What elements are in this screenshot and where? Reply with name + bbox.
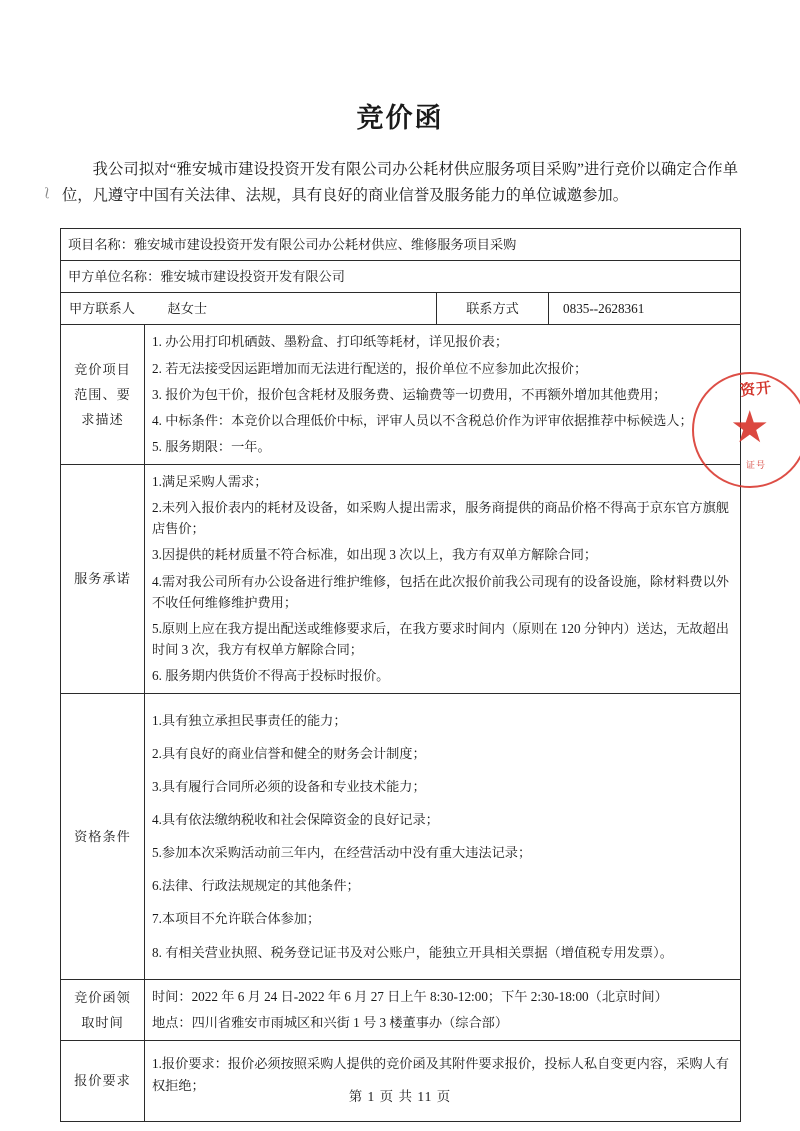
contact-person-label: 甲方联系人 xyxy=(69,300,135,316)
project-name-value: 雅安城市建设投资开发有限公司办公耗材供应、维修服务项目采购 xyxy=(133,236,517,252)
contact-way-value: 0835--2628361 xyxy=(549,292,741,324)
margin-pen-mark: ʅ xyxy=(42,185,53,203)
qualification-item: 8. 有相关营业执照、税务登记证书及对公账户，能独立开具相关票据（增值税专用发票）。 xyxy=(152,944,673,960)
scope-label-text: 竞价项目范围、要求描述 xyxy=(74,361,131,427)
contact-person-value: 赵女士 xyxy=(167,300,208,316)
receive-place-row xyxy=(152,1010,733,1036)
qualification-item: 7.本项目不允许联合体参加； xyxy=(152,911,321,927)
promise-item: 5.原则上应在我方提出配送或维修要求后，在我方要求时间内（原则在 120 分钟内）送达，无故超出时间 3 次，我方有权单方解除合同； xyxy=(152,620,729,657)
table-row-promise xyxy=(61,464,741,693)
promise-item: 4.需对我公司所有办公设备进行维护维修，包括在此次报价前我公司现有的设备设施，除材料费以外不收任何维修维护费用； xyxy=(152,573,729,610)
scope-label xyxy=(61,324,145,464)
promise-item: 1.满足采购人需求； xyxy=(152,474,268,490)
table-row-quote xyxy=(61,1040,741,1121)
contact-person-cell xyxy=(61,292,437,324)
scope-item: 1. 办公用打印机硒鼓、墨粉盒、打印纸等耗材，详见报价表； xyxy=(152,334,509,350)
receive-label-text: 竞价函领取时间 xyxy=(74,989,131,1030)
project-name-label: 项目名称： xyxy=(68,236,134,252)
receive-label xyxy=(61,979,145,1040)
receive-cell xyxy=(145,979,741,1040)
qualification-item: 4.具有依法缴纳税收和社会保障资金的良好记录； xyxy=(152,812,439,828)
seal-bottom-text: 证号 xyxy=(746,460,767,470)
table-row-scope xyxy=(61,324,741,464)
qualification-cell xyxy=(145,693,741,979)
table-row-party-a xyxy=(61,260,741,292)
quote-cell xyxy=(145,1040,741,1121)
scope-item: 3. 报价为包干价，报价包含耗材及服务费、运输费等一切费用，不再额外增加其他费用； xyxy=(152,386,667,402)
promise-cell xyxy=(145,464,741,693)
receive-place-label: 地点： xyxy=(152,1015,192,1031)
seal-star-icon: ★ xyxy=(730,403,770,452)
party-a-cell xyxy=(61,260,741,292)
scope-item: 4. 中标条件：本竞价以合理低价中标，评审人员以不含税总价作为评审依据推荐中标候选人； xyxy=(152,412,693,428)
qualification-item: 1.具有独立承担民事责任的能力； xyxy=(152,712,347,728)
quote-label: 报价要求 xyxy=(61,1040,145,1121)
qualification-item: 2.具有良好的商业信誉和健全的财务会计制度； xyxy=(152,745,426,761)
qualification-label: 资格条件 xyxy=(61,693,145,979)
page-footer: 第 1 页 共 11 页 xyxy=(348,1089,452,1104)
promise-label: 服务承诺 xyxy=(61,464,145,693)
intro-paragraph: 我公司拟对“雅安城市建设投资开发有限公司办公耗材供应服务项目采购”进行竞价以确定合作单位，凡遵守中国有关法律、法规，具有良好的商业信誉及服务能力的单位诚邀参加。 xyxy=(62,161,738,205)
scope-item: 2. 若无法接受因运距增加而无法进行配送的，报价单位不应参加此次报价； xyxy=(152,360,588,376)
receive-time-row xyxy=(152,984,733,1010)
seal-top-text: 资开 xyxy=(739,380,773,400)
promise-item: 6. 服务期内供货价不得高于投标时报价。 xyxy=(152,668,390,684)
receive-time-value: 2022 年 6 月 24 日-2022 年 6 月 27 日上午 8:30-12:00；下午 2:30-18:00（北京时间） xyxy=(191,989,668,1005)
table-row-project-name xyxy=(61,228,741,260)
party-a-label: 甲方单位名称： xyxy=(68,268,161,284)
scope-cell xyxy=(145,324,741,464)
contact-way-label: 联系方式 xyxy=(437,292,549,324)
company-seal xyxy=(730,372,800,488)
table-row-qualification xyxy=(61,693,741,979)
promise-item: 3.因提供的耗材质量不符合标准，如出现 3 次以上，我方有双单方解除合同； xyxy=(152,547,598,563)
qualification-item: 5.参加本次采购活动前三年内，在经营活动中没有重大违法记录； xyxy=(152,845,532,861)
receive-time-label: 时间： xyxy=(152,989,192,1005)
page-title: 竞价函 xyxy=(356,103,444,133)
quote-item: 1.报价要求：报价必须按照采购人提供的竞价函及其附件要求报价，投标人私自变更内容，采购人有权拒绝； xyxy=(152,1056,729,1093)
project-name-cell xyxy=(61,228,741,260)
party-a-value: 雅安城市建设投资开发有限公司 xyxy=(160,268,345,284)
scope-item: 5. 服务期限：一年。 xyxy=(152,438,271,454)
qualification-item: 6.法律、行政法规规定的其他条件； xyxy=(152,878,360,894)
table-row-receive-time xyxy=(61,979,741,1040)
bid-info-table xyxy=(60,228,741,1122)
promise-item: 2.未列入报价表内的耗材及设备，如采购人提出需求，服务商提供的商品价格不得高于京东官方旗舰店售价； xyxy=(152,500,729,537)
table-row-contact xyxy=(61,292,741,324)
receive-place-value: 四川省雅安市雨城区和兴街 1 号 3 楼董事办（综合部） xyxy=(191,1015,509,1031)
qualification-item: 3.具有履行合同所必须的设备和专业技术能力； xyxy=(152,778,426,794)
